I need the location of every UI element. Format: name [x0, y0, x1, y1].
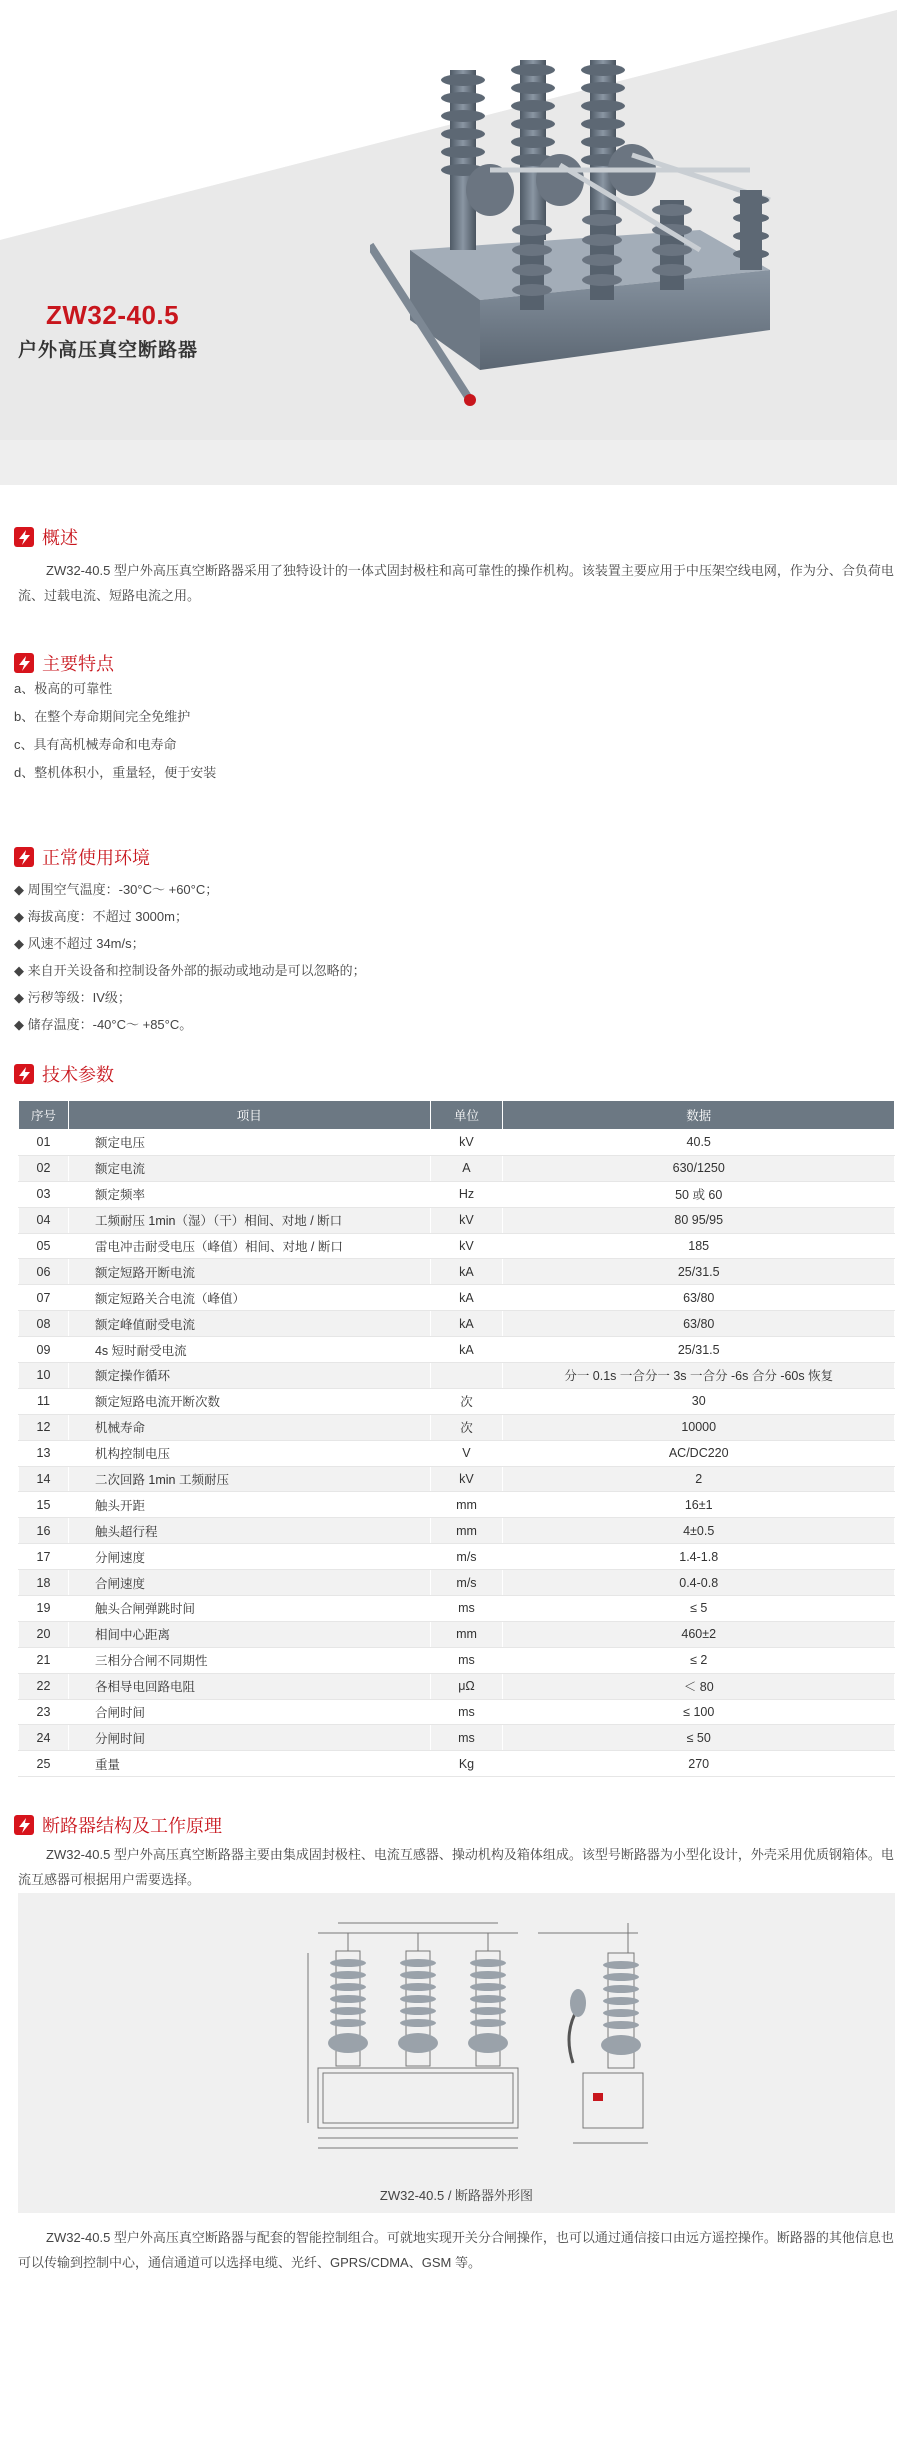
table-row — [19, 1285, 895, 1311]
table-row — [19, 1181, 895, 1207]
table-row — [19, 1388, 895, 1414]
value-cell: 10000 — [503, 1414, 895, 1440]
item-cell: 触头合闸弹跳时间 — [68, 1596, 430, 1622]
unit-cell: Hz — [430, 1181, 503, 1207]
value-cell: ≤ 50 — [503, 1725, 895, 1751]
item-cell: 工频耐压 1min（湿）（干）相间、对地 / 断口 — [68, 1207, 430, 1233]
row-number-cell: 18 — [19, 1570, 69, 1596]
item-cell: 二次回路 1min 工频耐压 — [68, 1466, 430, 1492]
unit-cell: kV — [430, 1233, 503, 1259]
value-cell: 40.5 — [503, 1130, 895, 1156]
row-number-cell: 02 — [19, 1155, 69, 1181]
table-row — [19, 1596, 895, 1622]
unit-cell: mm — [430, 1518, 503, 1544]
features-list — [14, 675, 216, 787]
column-header: 项目 — [68, 1101, 430, 1130]
row-number-cell: 21 — [19, 1647, 69, 1673]
list-item: b、在整个寿命期间完全免维护 — [14, 709, 191, 724]
value-cell: 460±2 — [503, 1621, 895, 1647]
unit-cell: ms — [430, 1596, 503, 1622]
value-cell: AC/DC220 — [503, 1440, 895, 1466]
value-cell: 80 95/95 — [503, 1207, 895, 1233]
spec-table-body — [19, 1130, 895, 1777]
unit-cell: kA — [430, 1337, 503, 1363]
unit-cell: mm — [430, 1492, 503, 1518]
table-row — [19, 1647, 895, 1673]
item-cell: 额定峰值耐受电流 — [68, 1311, 430, 1337]
item-cell: 4s 短时耐受电流 — [68, 1337, 430, 1363]
value-cell: 0.4-0.8 — [503, 1570, 895, 1596]
table-row — [19, 1466, 895, 1492]
section-title: 技术参数 — [42, 1065, 114, 1085]
item-cell: 合闸速度 — [68, 1570, 430, 1596]
list-item: d、整机体积小，重量轻，便于安装 — [14, 765, 217, 780]
value-cell: 25/31.5 — [503, 1337, 895, 1363]
table-header-row — [19, 1101, 895, 1130]
unit-cell: μΩ — [430, 1673, 503, 1699]
specs-heading — [14, 1061, 114, 1087]
table-row — [19, 1130, 895, 1156]
value-cell: 270 — [503, 1751, 895, 1777]
value-cell: 4±0.5 — [503, 1518, 895, 1544]
features-heading — [14, 650, 114, 676]
item-cell: 机构控制电压 — [68, 1440, 430, 1466]
table-row — [19, 1155, 895, 1181]
value-cell: 25/31.5 — [503, 1259, 895, 1285]
unit-cell: Kg — [430, 1751, 503, 1777]
item-cell: 额定频率 — [68, 1181, 430, 1207]
row-number-cell: 15 — [19, 1492, 69, 1518]
row-number-cell: 09 — [19, 1337, 69, 1363]
circuit-breaker-image — [370, 50, 830, 430]
structure-text: ZW32-40.5 型户外高压真空断路器主要由集成固封极柱、电流互感器、操动机构及箱体组成。该型号断路器为小型化设计，外壳采用优质钢箱体。电流互感器可根据用户需要选择。 — [18, 1847, 894, 1887]
section-title: 主要特点 — [42, 654, 114, 674]
list-item: ◆ 污秽等级：IV级； — [14, 990, 131, 1005]
item-cell: 分闸速度 — [68, 1544, 430, 1570]
environment-heading — [14, 844, 150, 870]
row-number-cell: 14 — [19, 1466, 69, 1492]
item-cell: 额定短路电流开断次数 — [68, 1388, 430, 1414]
value-cell: 分一 0.1s 一合分一 3s 一合分 -6s 合分 -60s 恢复 — [503, 1363, 895, 1389]
list-item: a、极高的可靠性 — [14, 681, 113, 696]
value-cell: 50 或 60 — [503, 1181, 895, 1207]
table-row — [19, 1311, 895, 1337]
value-cell: ＜ 80 — [503, 1673, 895, 1699]
unit-cell: 次 — [430, 1388, 503, 1414]
row-number-cell: 03 — [19, 1181, 69, 1207]
item-cell: 触头开距 — [68, 1492, 430, 1518]
value-cell: 185 — [503, 1233, 895, 1259]
value-cell: 63/80 — [503, 1285, 895, 1311]
outline-drawing — [18, 1893, 895, 2213]
item-cell: 机械寿命 — [68, 1414, 430, 1440]
drawing-caption: ZW32-40.5 / 断路器外形图 — [379, 2188, 534, 2203]
list-item: ◆ 风速不超过 34m/s； — [14, 936, 145, 951]
unit-cell: 次 — [430, 1414, 503, 1440]
lightning-icon — [14, 1064, 34, 1084]
list-item: c、具有高机械寿命和电寿命 — [14, 737, 177, 752]
column-header: 单位 — [430, 1101, 503, 1130]
unit-cell: kA — [430, 1285, 503, 1311]
lightning-icon — [14, 1815, 34, 1835]
overview-text: ZW32-40.5 型户外高压真空断路器采用了独特设计的一体式固封极柱和高可靠性的操作机构。该装置主要应用于中压架空线电网，作为分、合负荷电流、过载电流、短路电流之用。 — [18, 563, 894, 603]
spec-table — [18, 1100, 895, 1777]
table-row — [19, 1414, 895, 1440]
hero-banner — [0, 0, 897, 485]
row-number-cell: 22 — [19, 1673, 69, 1699]
row-number-cell: 24 — [19, 1725, 69, 1751]
table-row — [19, 1233, 895, 1259]
value-cell: ≤ 2 — [503, 1647, 895, 1673]
row-number-cell: 11 — [19, 1388, 69, 1414]
overview-heading — [14, 524, 78, 550]
list-item: ◆ 海拔高度：不超过 3000m； — [14, 909, 188, 924]
lightning-icon — [14, 527, 34, 547]
row-number-cell: 12 — [19, 1414, 69, 1440]
section-title: 正常使用环境 — [42, 848, 150, 868]
table-row — [19, 1259, 895, 1285]
row-number-cell: 08 — [19, 1311, 69, 1337]
value-cell: ≤ 100 — [503, 1699, 895, 1725]
item-cell: 额定电压 — [68, 1130, 430, 1156]
table-row — [19, 1337, 895, 1363]
unit-cell: kV — [430, 1130, 503, 1156]
table-row — [19, 1207, 895, 1233]
row-number-cell: 07 — [19, 1285, 69, 1311]
section-title: 断路器结构及工作原理 — [42, 1816, 222, 1836]
table-row — [19, 1518, 895, 1544]
row-number-cell: 06 — [19, 1259, 69, 1285]
unit-cell: mm — [430, 1621, 503, 1647]
table-row — [19, 1699, 895, 1725]
unit-cell: m/s — [430, 1570, 503, 1596]
unit-cell: ms — [430, 1699, 503, 1725]
item-cell: 触头超行程 — [68, 1518, 430, 1544]
row-number-cell: 20 — [19, 1621, 69, 1647]
item-cell: 雷电冲击耐受电压（峰值）相间、对地 / 断口 — [68, 1233, 430, 1259]
control-text: ZW32-40.5 型户外高压真空断路器与配套的智能控制组合。可就地实现开关分合闸操作，也可以通过通信接口由远方遥控操作。断路器的其他信息也可以传输到控制中心，通信通道可以选择电缆、光纤、GPRS/CDMA、GSM 等。 — [18, 2230, 894, 2270]
row-number-cell: 16 — [19, 1518, 69, 1544]
value-cell: 1.4-1.8 — [503, 1544, 895, 1570]
unit-cell: kV — [430, 1466, 503, 1492]
row-number-cell: 01 — [19, 1130, 69, 1156]
list-item: ◆ 来自开关设备和控制设备外部的振动或地动是可以忽略的； — [14, 963, 366, 978]
lightning-icon — [14, 847, 34, 867]
row-number-cell: 04 — [19, 1207, 69, 1233]
unit-cell: kA — [430, 1259, 503, 1285]
item-cell: 额定短路开断电流 — [68, 1259, 430, 1285]
list-item: ◆ 储存温度：-40°C～ +85°C。 — [14, 1017, 193, 1032]
value-cell: ≤ 5 — [503, 1596, 895, 1622]
table-row — [19, 1725, 895, 1751]
table-row — [19, 1621, 895, 1647]
table-row — [19, 1440, 895, 1466]
table-row — [19, 1363, 895, 1389]
product-model: ZW32-40.5 — [46, 300, 180, 330]
row-number-cell: 25 — [19, 1751, 69, 1777]
section-title: 概述 — [42, 528, 78, 548]
unit-cell: A — [430, 1155, 503, 1181]
unit-cell: kV — [430, 1207, 503, 1233]
value-cell: 63/80 — [503, 1311, 895, 1337]
row-number-cell: 17 — [19, 1544, 69, 1570]
item-cell: 额定电流 — [68, 1155, 430, 1181]
value-cell: 630/1250 — [503, 1155, 895, 1181]
row-number-cell: 05 — [19, 1233, 69, 1259]
breaker-outline-drawing — [18, 1893, 895, 2183]
item-cell: 额定短路关合电流（峰值） — [68, 1285, 430, 1311]
item-cell: 分闸时间 — [68, 1725, 430, 1751]
unit-cell: ms — [430, 1647, 503, 1673]
item-cell: 重量 — [68, 1751, 430, 1777]
row-number-cell: 10 — [19, 1363, 69, 1389]
table-row — [19, 1673, 895, 1699]
item-cell: 合闸时间 — [68, 1699, 430, 1725]
item-cell: 三相分合闸不同期性 — [68, 1647, 430, 1673]
environment-list — [14, 876, 366, 1038]
column-header: 序号 — [19, 1101, 69, 1130]
row-number-cell: 23 — [19, 1699, 69, 1725]
list-item: ◆ 周围空气温度：-30°C～ +60°C； — [14, 882, 219, 897]
row-number-cell: 13 — [19, 1440, 69, 1466]
unit-cell: ms — [430, 1725, 503, 1751]
unit-cell: m/s — [430, 1544, 503, 1570]
value-cell: 2 — [503, 1466, 895, 1492]
table-row — [19, 1544, 895, 1570]
product-name: 户外高压真空断路器 — [18, 340, 199, 361]
row-number-cell: 19 — [19, 1596, 69, 1622]
unit-cell — [430, 1363, 503, 1389]
item-cell: 各相导电回路电阻 — [68, 1673, 430, 1699]
value-cell: 30 — [503, 1388, 895, 1414]
table-row — [19, 1751, 895, 1777]
item-cell: 额定操作循环 — [68, 1363, 430, 1389]
table-row — [19, 1492, 895, 1518]
column-header: 数据 — [503, 1101, 895, 1130]
item-cell: 相间中心距离 — [68, 1621, 430, 1647]
structure-heading — [14, 1812, 222, 1838]
lightning-icon — [14, 653, 34, 673]
unit-cell: kA — [430, 1311, 503, 1337]
unit-cell: V — [430, 1440, 503, 1466]
table-row — [19, 1570, 895, 1596]
value-cell: 16±1 — [503, 1492, 895, 1518]
